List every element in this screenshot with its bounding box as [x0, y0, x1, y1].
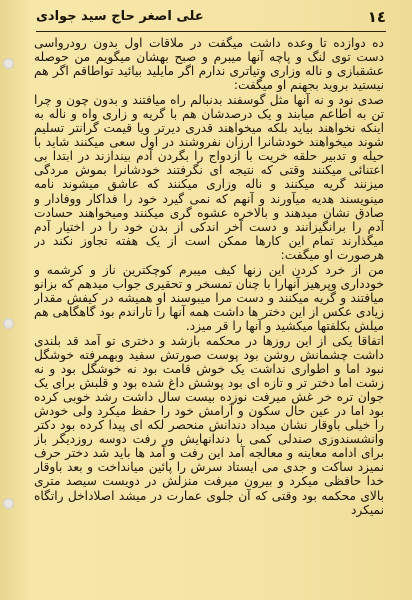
page-number: ١٤	[367, 8, 386, 26]
binding-hole	[3, 58, 14, 69]
binding-hole	[3, 498, 14, 509]
running-title: علی اصغر حاج سید جوادی	[36, 9, 204, 24]
body-text	[34, 36, 384, 594]
paragraph: من از خرد کردن این زنها کیف میبرم کوچکترین ناز و کرشمه و خودداری وپرهیز آنهارا با چنان تمسخر و تحقیری جواب میدهم که بزانو میافتند و گریه میکنند و دست مرا میبوسند او همیشه در کیفش مقدار زیادی عکس از این دختر ها داشت همه آنها را تاراندم بود گاهگاهی هم میلش بکلفتها میکشید و آنها را قر میزد.	[34, 262, 384, 333]
paragraph: ده دوازده تا وعده داشت میگفت در ملاقات اول بدون رودرواسی دست توی لنگ و پاچه آنها میبرم و صبح بهشان میگویم من حوصله عشقبازی و ناله وزاری وتیاتری ندارم اگر مایلید بیائید تواطاقم اگر هم نیستید بروید بجهنم او میگفت:	[34, 36, 384, 93]
page-header	[36, 8, 386, 30]
binding-hole	[3, 318, 14, 329]
header-rule	[36, 31, 386, 33]
paragraph: صدی نود و نه آنها مثل گوسفند بدنبالم راه میافتند و بدون چون و چرا تن به اطاعم میابند و یک درصدشان هم با گریه و زاری واه و ناله به اینکه نخواهند بیاید بلکه میخواهند قدری دیرتر ویا قیمت گرانتر تسلیم شوند میخواهند خودشانرا ارزان نفروشند در اول سعی میکنند شاید با حیله و تدبیر حلقه خریت با ازدواج را بگردن آدم بیندازند در ابتدا بی اعتنائی میکنند وقتی که نتیجه ای نگرفتند خودشانرا بموش مردگی میزنند گریه میکنند و ناله وزاری میکنند که عاشق میشوند نامه مینویسند هدیه میآورند و آنهم که نمی گیرد خود را فداکار ووفادار و صادق نشان میدهند و بالاخره عشوه گری میکنند ومیخواهند حسادت آدم را برانگیزانند و دست آخر اندکی از بدن خود را در اختیار آدم میگذارند تمام این کارها ممکن است از یک هفته تجاوز نکند در هرصورت او میگفت:	[34, 93, 384, 262]
paragraph: اتفاقا یکی از این روزها در محکمه بازشد و دختری تو آمد قد بلندی داشت چشمانش روشن بود پوست صورتش سفید وبهمرفته خوشگل نبود اما و اطواری نداشت یک خوش قامت بود نه خوشگل بود و نه زشت اما دختر تر و تازه ای بود پوشش داغ شده بود و قلبش برای یک جوان تره خر غش میرفت نوزده بیست سال داشت رشد خوبی کرده بود اما در عین حال سکون و آرامش خود را حفظ میکرد ولی خودش را خیلی باوقار نشان میداد دندانش منحصر لکه ای پیدا کرده بود دکتر وانشسندوزی صندلی کمی با دندانهایش ور رفت دوسه روزدیگر باز برای ادامه معاینه و معالجه آمد این رفت و آمد ها باید شد دختر حرف نمیزد ساکت و جدی می ایستاد سرش را پائین میانداخت و بعد باوقار خدا حافظی میکرد و بیرون میرفت منزلش در دویست سیصد متری بالای محکمه بود وقتی که آن جلوی عمارت در میشد اصلاداخل راتگاه نمیکرد	[34, 333, 384, 517]
